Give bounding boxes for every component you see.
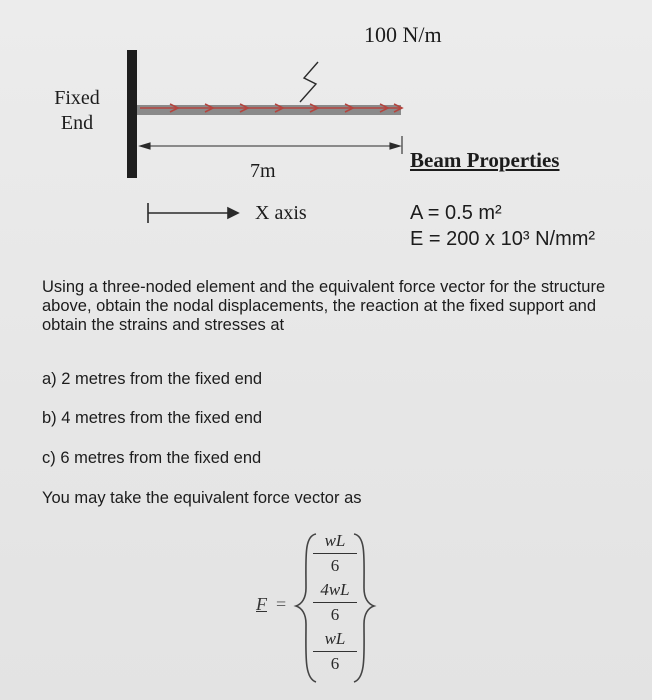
question-item-b: b) 4 metres from the fixed end — [42, 409, 263, 427]
equals-sign: = — [276, 594, 287, 614]
force-symbol: F — [256, 594, 267, 614]
area-property: A = 0.5 m² — [410, 202, 502, 224]
vector-entry-1 — [307, 530, 363, 577]
vector-entry-3 — [307, 628, 363, 675]
question-item-c: c) 6 metres from the fixed end — [42, 449, 262, 467]
force-vector-symbol — [256, 594, 267, 615]
load-pointer — [300, 62, 318, 102]
vector-entry-2 — [307, 579, 363, 626]
entry-1-fraction-bar — [313, 553, 357, 554]
entry-3-numerator: wL — [324, 629, 346, 648]
fixed-end-line-1: Fixed — [54, 87, 100, 109]
entry-2-numerator: 4wL — [320, 580, 350, 599]
entry-1-denominator: 6 — [330, 556, 340, 575]
fixed-end-label — [40, 86, 114, 136]
entry-3-denominator: 6 — [330, 654, 340, 673]
fixed-wall — [127, 50, 137, 178]
entry-2-fraction-bar — [313, 602, 357, 603]
fixed-end-line-2: End — [60, 112, 94, 134]
modulus-property: E = 200 x 10³ N/mm² — [410, 228, 596, 250]
beam-properties-title: Beam Properties — [410, 148, 560, 172]
force-vector-note: You may take the equivalent force vector as — [42, 489, 362, 507]
span-label: 7m — [250, 160, 276, 182]
entry-3-fraction-bar — [313, 651, 357, 652]
span-dimension — [140, 136, 402, 154]
question-text: Using a three-noded element and the equivalent force vector for the structure above, obtain the nodal displacements, the reaction at the fixed support and obtain the strains and stresses at — [42, 278, 606, 334]
load-label: 100 N/m — [364, 22, 442, 47]
question-item-a: a) 2 metres from the fixed end — [42, 370, 263, 388]
x-axis-arrow — [148, 203, 238, 223]
entry-1-numerator: wL — [324, 531, 346, 550]
x-axis-label: X axis — [255, 202, 307, 224]
entry-2-denominator: 6 — [330, 605, 340, 624]
